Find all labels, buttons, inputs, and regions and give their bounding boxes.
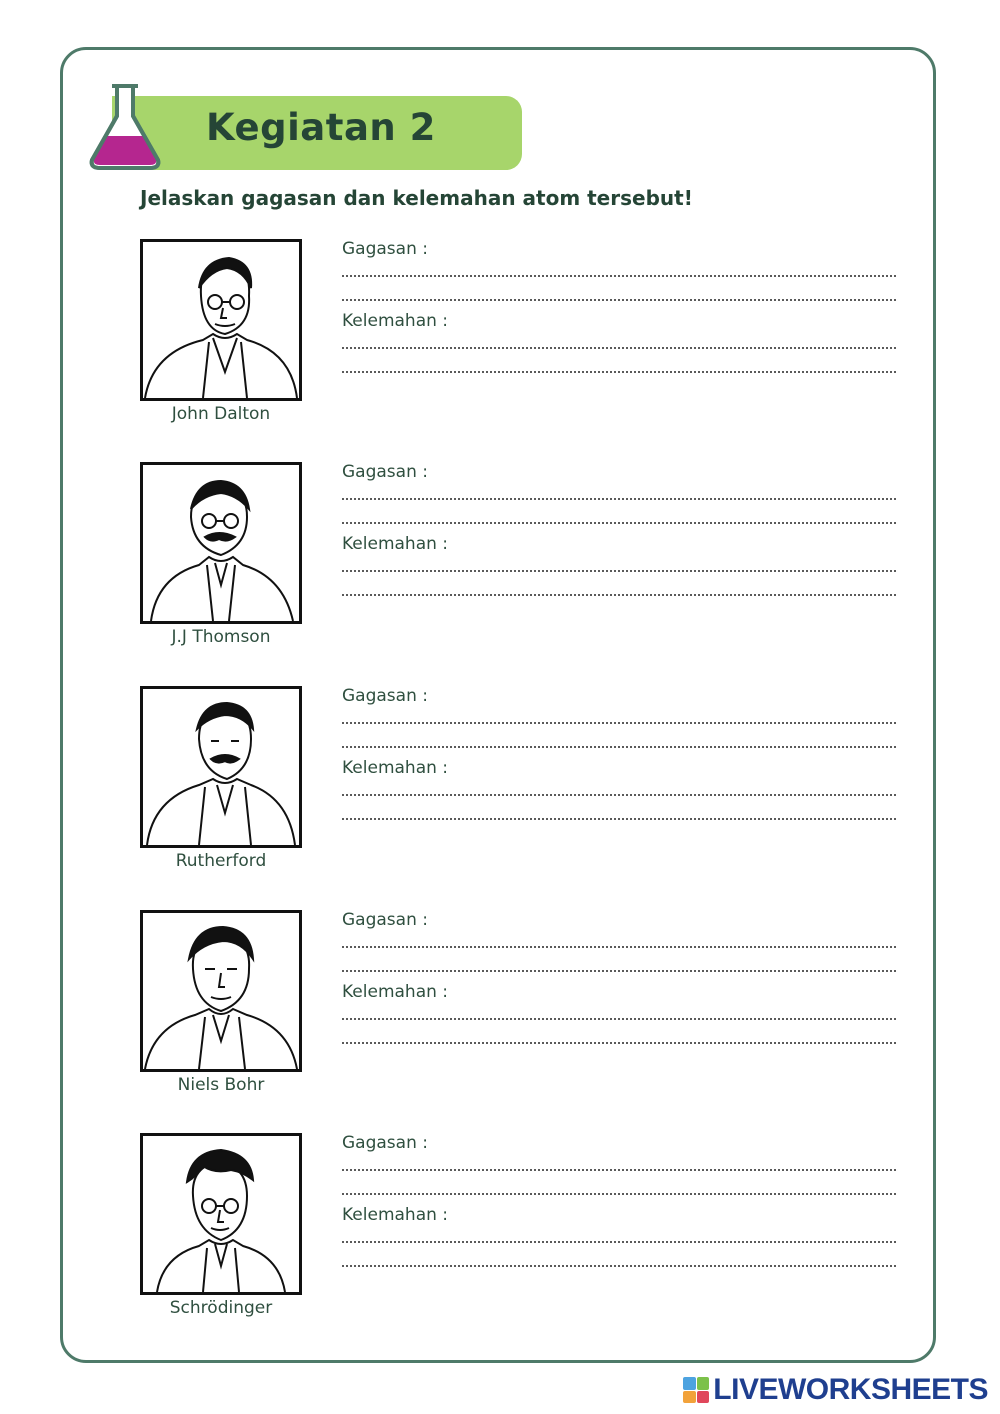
weakness-answer-line[interactable] [342, 1042, 896, 1044]
scientist-row [0, 462, 1000, 662]
scientist-name: Rutherford [175, 851, 267, 871]
idea-answer-line[interactable] [342, 970, 896, 972]
weakness-label: Kelemahan : [342, 758, 449, 778]
idea-answer-line[interactable] [342, 722, 896, 724]
footer-brand-text: LIVEWORKSHEETS [713, 1373, 988, 1406]
portrait-jj-thomson [140, 462, 302, 624]
weakness-answer-line[interactable] [342, 594, 896, 596]
idea-answer-line[interactable] [342, 275, 896, 277]
scientist-name: J.J Thomson [171, 627, 271, 647]
weakness-label: Kelemahan : [342, 1205, 449, 1225]
idea-answer-line[interactable] [342, 1169, 896, 1171]
weakness-answer-line[interactable] [342, 570, 896, 572]
weakness-answer-line[interactable] [342, 1265, 896, 1267]
page-title: Kegiatan 2 [206, 106, 436, 149]
weakness-label: Kelemahan : [342, 534, 449, 554]
scientist-row [0, 239, 1000, 439]
idea-answer-line[interactable] [342, 522, 896, 524]
scientist-name: Niels Bohr [177, 1075, 265, 1095]
instruction-text: Jelaskan gagasan dan kelemahan atom tersebut! [140, 186, 693, 210]
weakness-answer-line[interactable] [342, 794, 896, 796]
weakness-answer-line[interactable] [342, 1241, 896, 1243]
idea-label: Gagasan : [342, 239, 428, 259]
idea-answer-line[interactable] [342, 498, 896, 500]
idea-answer-line[interactable] [342, 746, 896, 748]
idea-answer-line[interactable] [342, 1193, 896, 1195]
weakness-label: Kelemahan : [342, 311, 449, 331]
idea-label: Gagasan : [342, 1133, 428, 1153]
idea-label: Gagasan : [342, 910, 428, 930]
weakness-answer-line[interactable] [342, 371, 896, 373]
portrait-rutherford [140, 686, 302, 848]
portrait-john-dalton [140, 239, 302, 401]
flask-icon [86, 80, 164, 172]
weakness-answer-line[interactable] [342, 347, 896, 349]
weakness-answer-line[interactable] [342, 1018, 896, 1020]
scientist-name: Schrödinger [169, 1298, 273, 1318]
scientist-row [0, 686, 1000, 886]
portrait-schrodinger [140, 1133, 302, 1295]
idea-answer-line[interactable] [342, 299, 896, 301]
liveworksheets-logo-icon [683, 1377, 709, 1403]
idea-label: Gagasan : [342, 462, 428, 482]
scientist-row [0, 910, 1000, 1110]
weakness-answer-line[interactable] [342, 818, 896, 820]
idea-answer-line[interactable] [342, 946, 896, 948]
scientist-name: John Dalton [171, 404, 271, 424]
weakness-label: Kelemahan : [342, 982, 449, 1002]
idea-label: Gagasan : [342, 686, 428, 706]
scientist-row [0, 1133, 1000, 1333]
portrait-niels-bohr [140, 910, 302, 1072]
footer-brand [683, 1373, 988, 1407]
